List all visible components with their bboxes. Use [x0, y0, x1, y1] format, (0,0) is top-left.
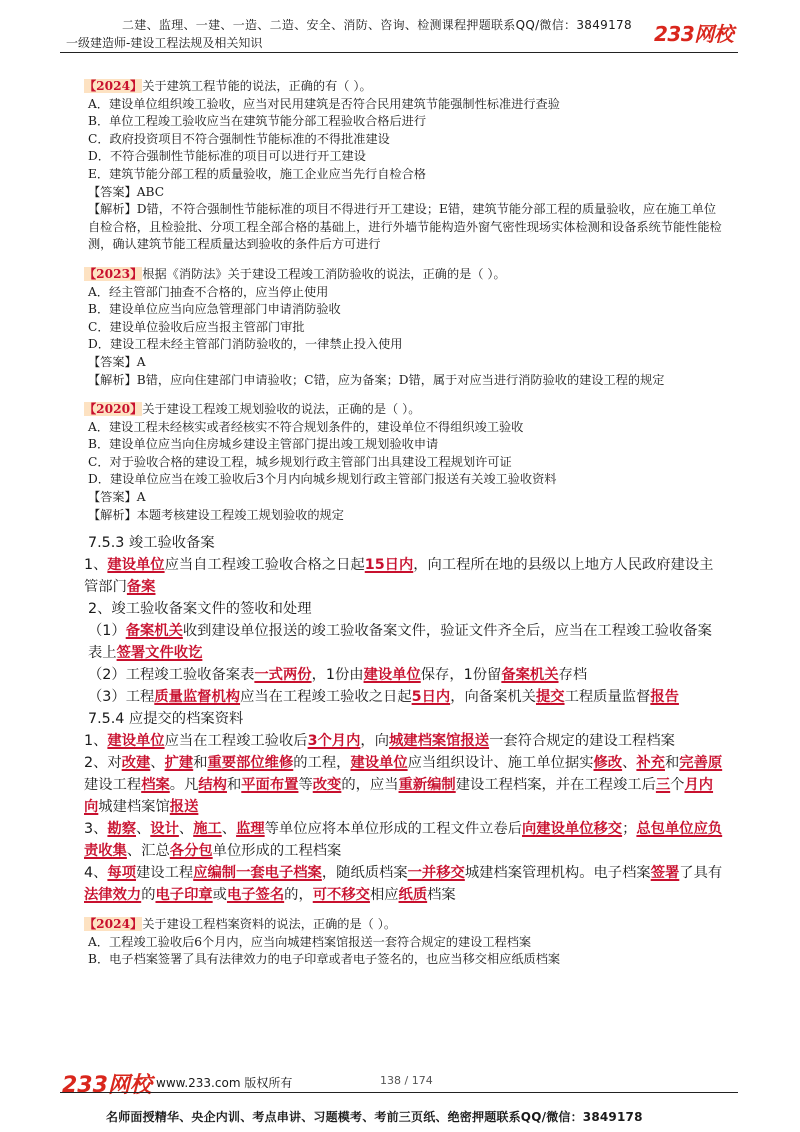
question-2024-archives [84, 916, 724, 969]
explanation: 【解析】本题考核建设工程竣工规划验收的规定 [88, 507, 344, 522]
answer: 【答案】ABC [88, 184, 165, 199]
option: E．建筑节能分部工程的质量验收，施工企业应当先行自检合格 [88, 166, 426, 181]
section-title: 7.5.4 应提交的档案资料 [88, 711, 244, 728]
option: A．建设单位组织竣工验收，应当对民用建筑是否符合民用建筑节能强制性标准进行查验 [88, 96, 560, 111]
question-stem: 关于建设工程竣工规划验收的说法，正确的是（ ）。 [142, 402, 421, 417]
explanation: 【解析】B错，应向住建部门申请验收；C错，应为备案；D错，属于对应当进行消防验收的建设工程的规定 [88, 372, 665, 387]
section-title: 7.5.3 竣工验收备案 [88, 535, 215, 552]
question-year: 【2020】 [84, 402, 143, 417]
option: D．不符合强制性节能标准的项目可以进行开工建设 [88, 149, 366, 164]
option: B．单位工程竣工验收应当在建筑节能分部工程验收合格后进行 [88, 114, 427, 129]
paragraph: 4、每项建设工程应编制一套电子档案，随纸质档案一并移交城建档案管理机构。电子档案签署了具有法律效力的电子印章或电子签名的，可不移交相应纸质档案 [84, 865, 723, 904]
question-stem: 关于建筑工程节能的说法，正确的有（ ）。 [142, 79, 372, 93]
footer-site[interactable]: www.233.com 版权所有 [156, 1076, 293, 1090]
paragraph: （3）工程质量监督机构应当在工程竣工验收之日起5日内，向备案机关提交工程质量监督报告 [88, 689, 679, 706]
section-7-5-3 [84, 532, 724, 708]
paragraph: （2）工程竣工验收备案表一式两份，1份由建设单位保存，1份留备案机关存档 [88, 667, 588, 684]
paragraph: 1、建设单位应当自工程竣工验收合格之日起15日内，向工程所在地的县级以上地方人民政府建设主管部门备案 [84, 557, 714, 596]
paragraph: 1、建设单位应当在工程竣工验收后3个月内，向城建档案馆报送一套符合规定的建设工程档案 [84, 733, 675, 750]
option: B．建设单位应当向住房城乡建设主管部门提出竣工规划验收申请 [88, 437, 439, 452]
paragraph: （1）备案机关收到建设单位报送的竣工验收备案文件，验证文件齐全后，应当在工程竣工验收备案表上签署文件收讫 [88, 623, 712, 662]
footer-promo: 名师面授精华、央企内训、考点串讲、习题模考、考前三页纸、绝密押题联系QQ/微信：3849178 [106, 1110, 643, 1124]
paragraph: 2、竣工验收备案文件的签收和处理 [88, 601, 312, 618]
header-promo: 二建、监理、一建、一造、二造、安全、消防、咨询、检测课程押题联系QQ/微信：3849178 [122, 18, 632, 32]
question-2023-fire [84, 266, 724, 389]
section-7-5-4 [84, 708, 724, 906]
paragraph: 2、对改建、扩建和重要部位维修的工程，建设单位应当组织设计、施工单位据实修改、补充和完善原建设工程档案。凡结构和平面布置等改变的，应当重新编制建设工程档案，并在工程竣工后三个月内向城建档案馆报送 [84, 755, 723, 816]
header-divider [60, 52, 738, 53]
option: D．建设工程未经主管部门消防验收的，一律禁止投入使用 [88, 337, 403, 352]
option: C．建设单位验收后应当报主管部门审批 [88, 319, 305, 334]
option: A．经主管部门抽查不合格的，应当停止使用 [88, 284, 329, 299]
option: C．政府投资项目不符合强制性节能标准的不得批准建设 [88, 131, 390, 146]
option: A．建设工程未经核实或者经核实不符合规划条件的，建设单位不得组织竣工验收 [88, 419, 524, 434]
page-number: 138 / 174 [380, 1074, 433, 1087]
question-year: 【2023】 [84, 266, 143, 281]
question-stem: 关于建设工程档案资料的说法，正确的是（ ）。 [142, 917, 397, 932]
question-year: 【2024】 [84, 917, 143, 932]
option: B．电子档案签署了具有法律效力的电子印章或者电子签名的，也应当移交相应纸质档案 [88, 952, 561, 967]
page-content [84, 78, 724, 969]
question-2020-planning [84, 401, 724, 524]
question-2024-energy [84, 78, 724, 254]
question-stem: 根据《消防法》关于建设工程竣工消防验收的说法，正确的是（ ）。 [142, 266, 506, 281]
page-header [0, 14, 800, 54]
brand-logo[interactable]: 233网校 [654, 22, 734, 46]
question-year: 【2024】 [84, 79, 143, 93]
option: D．建设单位应当在竣工验收后3个月内向城乡规划行政主管部门报送有关竣工验收资料 [88, 472, 557, 487]
answer: 【答案】A [88, 354, 146, 369]
header-subtitle: 一级建造师-建设工程法规及相关知识 [66, 36, 263, 50]
footer-logo[interactable]: 233网校 [62, 1073, 152, 1098]
option: A．工程竣工验收后6个月内，应当向城建档案馆报送一套符合规定的建设工程档案 [88, 934, 532, 949]
footer-divider [60, 1092, 738, 1093]
option: C．对于验收合格的建设工程，城乡规划行政主管部门出具建设工程规划许可证 [88, 454, 512, 469]
page-footer [0, 1060, 800, 1132]
paragraph: 3、勘察、设计、施工、监理等单位应将本单位形成的工程文件立卷后向建设单位移交；总包单位应负责收集、汇总各分包单位形成的工程档案 [84, 821, 723, 860]
answer: 【答案】A [88, 490, 146, 505]
explanation: 【解析】D错，不符合强制性节能标准的项目不得进行开工建设；E错，建筑节能分部工程的质量验收，应在施工单位自检合格，且检验批、分项工程全部合格的基础上，进行外墙节能构造外窗气密性现场实体检测和设备系统节能性能检测，确认建筑节能工程质量达到验收的条件后方可进行 [88, 202, 722, 252]
option: B．建设单位应当向应急管理部门申请消防验收 [88, 302, 341, 317]
